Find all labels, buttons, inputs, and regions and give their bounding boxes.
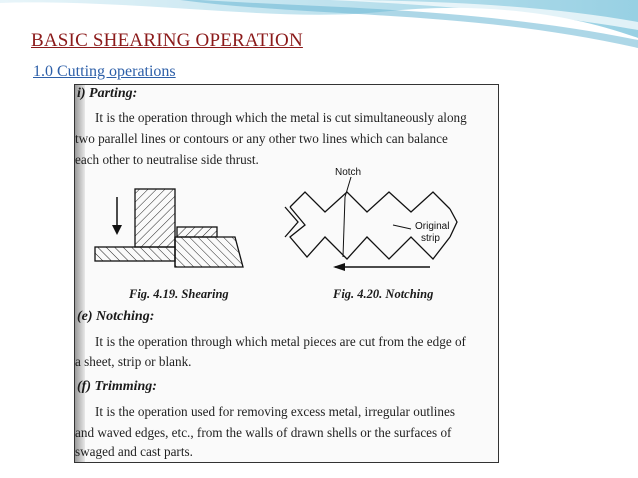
paragraph-line: a sheet, strip or blank. [75,354,192,369]
figure-caption-shearing: Fig. 4.19. Shearing [129,287,229,301]
paragraph-line: swaged and cast parts. [75,444,193,459]
slide-subtitle: 1.0 Cutting operations [33,63,176,80]
scanned-textbook-page [74,84,499,463]
shearing-diagram [95,189,243,267]
section-heading-trimming: (f) Trimming: [77,379,157,394]
figure-caption-notching: Fig. 4.20. Notching [333,287,434,301]
slide-title: BASIC SHEARING OPERATION [31,30,303,51]
strip-label: strip [421,233,440,244]
paragraph-line: each other to neutralise side thrust. [75,152,259,167]
paragraph-line: It is the operation through which the metal is cut simultaneously along [95,110,467,125]
paragraph-line: two parallel lines or contours or any other two lines which can balance [75,131,448,146]
original-strip-label: Original [415,221,450,232]
paragraph-line: It is the operation through which metal pieces are cut from the edge of [95,334,466,349]
section-heading-notching: (e) Notching: [77,309,155,324]
section-heading-parting: i) Parting: [77,86,138,101]
notch-label: Notch [335,167,362,178]
paragraph-line: It is the operation used for removing excess metal, irregular outlines [95,404,455,419]
paragraph-line: and waved edges, etc., from the walls of drawn shells or the surfaces of [75,425,452,440]
